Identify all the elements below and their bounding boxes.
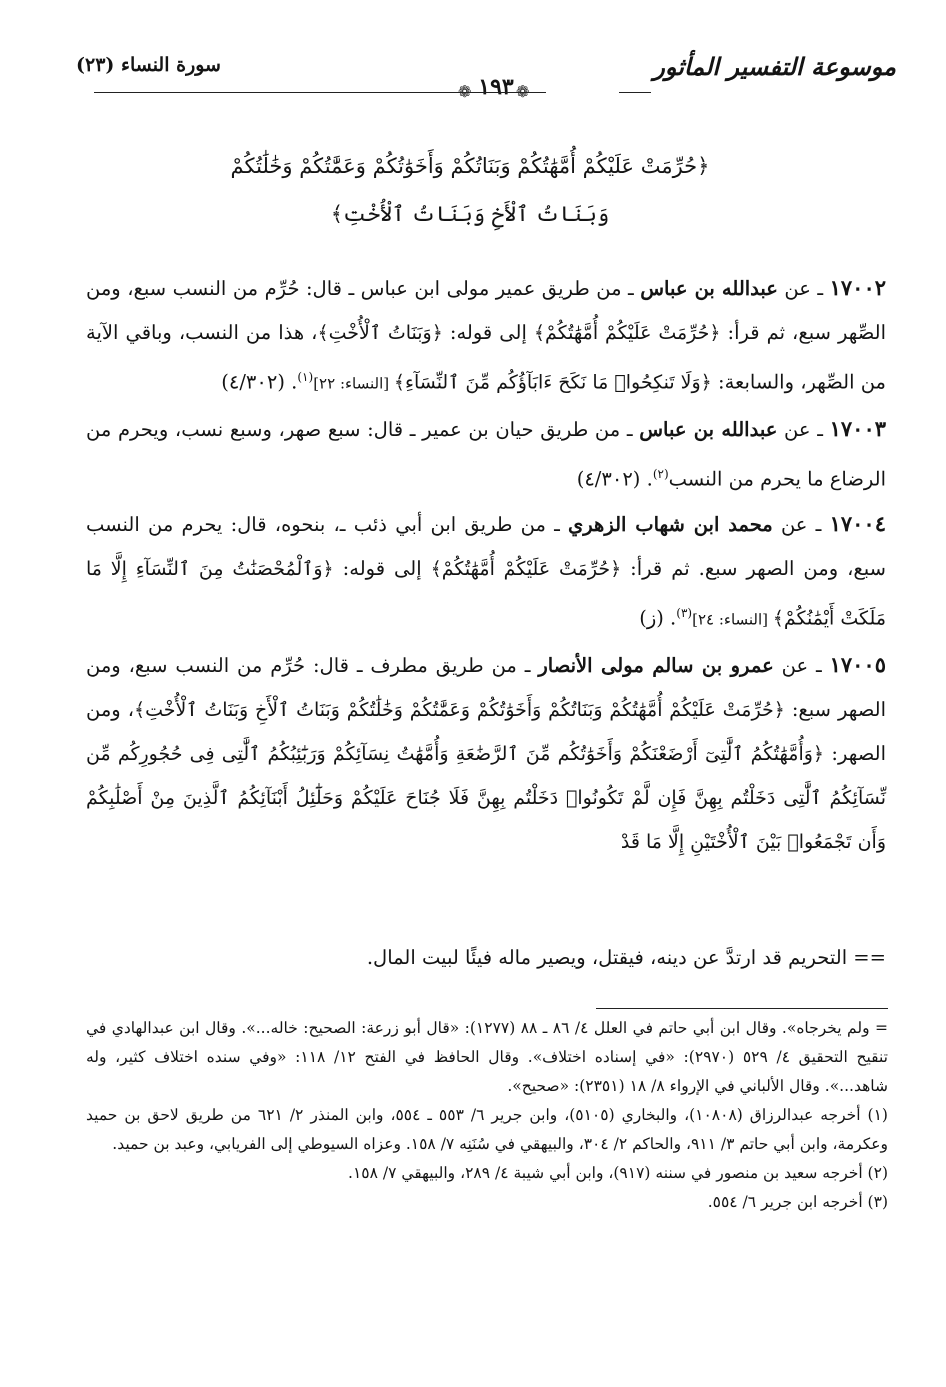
quran-quote: ﴿وَلَا تَنكِحُوا۟ مَا نَكَحَ ءَابَآؤُكُم مِّنَ ٱلنِّسَآءِ﴾ (393, 371, 712, 394)
narration-text: ـ من طريق مطرف ـ قال: حُرِّم من النسب سبع، ومن الصهر سبع: (86, 653, 887, 721)
footnotes (86, 1014, 888, 1217)
footnote: (١) أخرجه عبدالرزاق (١٠٨٠٨)، والبخاري (٥١٠٥)، وابن جرير ٦/ ٥٥٣ ـ ٥٥٤، وابن المنذر ٢/ ٦٢١ من طريق لاحق بن حميد وعكرمة، وابن أبي حاتم ٣/ ٩١١، والحاكم ٢/ ٣٠٤، والبيهقي في سُنَنِه ٧/ ١٥٨. وعزاه السيوطي إلى الفريابي، وعبد بن حميد. (86, 1106, 888, 1153)
quran-quote: ﴿حُرِّمَتْ عَلَيْكُمْ أُمَّهَٰتُكُمْ﴾ (430, 558, 622, 580)
narration-text: ـ من طريق عمير مولى ابن عباس ـ قال: حُرِّم من النسب سبع، ومن الصِّهر سبع، ثم قرأ: (86, 277, 886, 344)
narrator-name: عبدالله بن عباس (639, 417, 778, 441)
verse-line: وَبَنَاتُ ٱلْأَخِ وَبَنَاتُ ٱلْأُخْتِ﴾ (330, 202, 610, 226)
verse-reference: [النساء: ٢٤] (692, 610, 773, 629)
narration-number: ١٧٠٠٥ (829, 651, 886, 677)
narration: ١٧٠٠٥ ـ عن عمرو بن سالم مولى الأنصار ـ من طريق مطرف ـ قال: حُرِّم من النسب سبع، ومن الصهر سبع: ﴿حُرِّمَتْ عَلَيْكُمْ أُمَّهَٰتُكُمْ وَبَنَاتُكُمْ وَأَخَوَٰتُكُمْ وَعَمَّٰتُكُمْ وَخَٰلَٰتُكُمْ وَبَنَاتُ ٱلْأَخِ وَبَنَاتُ ٱلْأُخْتِ﴾، ومن الصهر: ﴿وَأُمَّهَٰتُكُمُ ٱلَّٰتِىٓ أَرْضَعْنَكُمْ وَأَخَوَٰتُكُم مِّنَ ٱلرَّضَٰعَةِ وَأُمَّهَٰتُ نِسَآئِكُمْ وَرَبَٰٓئِبُكُمُ ٱلَّٰتِى فِى حُجُورِكُم مِّن نِّسَآئِكُمُ ٱلَّٰتِى دَخَلْتُم بِهِنَّ فَإِن لَّمْ تَكُونُوا۟ دَخَلْتُم بِهِنَّ فَلَا جُنَاحَ عَلَيْكُمْ وَحَلَٰٓئِلُ أَبْنَآئِكُمُ ٱلَّذِينَ مِنْ أَصْلَٰبِكُمْ وَأَن تَجْمَعُوا۟ بَيْنَ ٱلْأُخْتَيْنِ إِلَّا مَا قَدْ (86, 651, 887, 853)
quran-quote: ﴿وَأُمَّهَٰتُكُمُ ٱلَّٰتِىٓ أَرْضَعْنَكُمْ وَأَخَوَٰتُكُم مِّنَ ٱلرَّضَٰعَةِ وَأُمَّهَٰتُ نِسَآئِكُمْ وَرَبَٰٓئِبُكُمُ ٱلَّٰتِى فِى حُجُورِكُم مِّن نِّسَآئِكُمُ ٱلَّٰتِى دَخَلْتُم بِهِنَّ فَإِن لَّمْ تَكُونُوا۟ دَخَلْتُم بِهِنَّ فَلَا جُنَاحَ عَلَيْكُمْ وَحَلَٰٓئِلُ أَبْنَآئِكُمُ ٱلَّذِينَ مِنْ أَصْلَٰبِكُمْ وَأَن تَجْمَعُوا۟ بَيْنَ ٱلْأُخْتَيْنِ إِلَّا مَا قَدْ (86, 742, 886, 853)
footnote: (٣) أخرجه ابن جرير ٦/ ٥٥٤. (707, 1193, 888, 1211)
page-header (76, 44, 896, 104)
narrations (86, 266, 886, 865)
header-rule-left (94, 92, 546, 93)
narrator-name: عبدالله بن عباس (640, 277, 778, 300)
narration: ١٧٠٠٣ ـ عن عبدالله بن عباس ـ من طريق حيان بن عمير ـ قال: سبع صهر، وسبع نسب، ويحرم من الرضاع ما يحرم من النسب$^{(٢)}$. (٤/٣٠٢) (86, 415, 887, 490)
footnote-separator (596, 1008, 888, 1009)
ornament-icon: ❁ (458, 82, 472, 101)
footnote-marker: (٣) (676, 606, 693, 620)
verse-reference: [النساء: ٢٢] (313, 374, 394, 393)
narration: ١٧٠٠٢ ـ عن عبدالله بن عباس ـ من طريق عمير مولى ابن عباس ـ قال: حُرِّم من النسب سبع، ومن الصِّهر سبع، ثم قرأ: ﴿حُرِّمَتْ عَلَيْكُمْ أُمَّهَٰتُكُمْ﴾ إلى قوله: ﴿وَبَنَاتُ ٱلْأُخْتِ﴾، هذا من النسب، وباقي الآية من الصِّهر، والسابعة: ﴿وَلَا تَنكِحُوا۟ مَا نَكَحَ ءَابَآؤُكُم مِّنَ ٱلنِّسَآءِ﴾ [النساء: ٢٢]$^{(١)}$. (٤/٣٠٢) (86, 275, 887, 394)
continuation-text: == التحريم قد ارتدَّ عن دينه، فيقتل، ويصير ماله فيئًا لبيت المال. (366, 946, 886, 969)
quran-quote: ﴿وَٱلْمُحْصَنَٰتُ مِنَ ٱلنِّسَآءِ إِلَّا مَا مَلَكَتْ أَيْمَٰنُكُمْ﴾ (86, 558, 886, 630)
narrator-name: عمرو بن سالم مولى الأنصار (538, 653, 774, 677)
surah-title: سورة النساء (٢٣) (76, 54, 221, 76)
ornament-icon: ❁ (516, 82, 530, 101)
narration: ١٧٠٠٤ ـ عن محمد ابن شهاب الزهري ـ من طريق ابن أبي ذئب ـ، بنحوه، قال: يحرم من النسب سبع، ومن الصهر سبع. ثم قرأ: ﴿حُرِّمَتْ عَلَيْكُمْ أُمَّهَٰتُكُمْ﴾ إلى قوله: ﴿وَٱلْمُحْصَنَٰتُ مِنَ ٱلنِّسَآءِ إِلَّا مَا مَلَكَتْ أَيْمَٰنُكُمْ﴾ [النساء: ٢٤]$^{(٣)}$. (ز) (86, 511, 886, 630)
footnote: = ولم يخرجاه». وقال ابن أبي حاتم في العلل ٤/ ٨٦ ـ ٨٨ (١٢٧٧): «قال أبو زرعة: الصحيح: خاله...». وقال ابن عبدالهادي في تنقيح التحقيق ٤/ ٥٢٩ (٢٩٧٠): «في إسناده اختلاف». وقال الحافظ في الفتح ١٢/ ١١٨: «وفي سنده اختلاف كثير، وله شاهد...». وقال الألباني في الإرواء ٨/ ١٨ (٢٣٥١): «صحيح». (86, 1019, 888, 1095)
narration-number: ١٧٠٠٤ (829, 511, 886, 536)
narration-number: ١٧٠٠٣ (829, 415, 887, 441)
narrator-name: محمد ابن شهاب الزهري (568, 513, 773, 536)
footnote-marker: (١) (297, 370, 314, 384)
page-number: ١٩٣ (478, 74, 514, 100)
quran-verse (150, 142, 790, 238)
footnote: (٢) أخرجه سعيد بن منصور في سننه (٩١٧)، وابن أبي شيبة ٤/ ٢٨٩، والبيهقي ٧/ ١٥٨. (348, 1164, 888, 1182)
narration-text: ، ومن الصهر: (86, 697, 886, 765)
volume-reference: . (٤/٣٠٢) (221, 370, 298, 394)
narration-text: ، هذا من النسب، وباقي الآية من الصِّهر، والسابعة: (86, 321, 886, 394)
quran-quote: ﴿وَبَنَاتُ ٱلْأُخْتِ﴾ (317, 322, 443, 344)
narration-number: ١٧٠٠٢ (829, 275, 887, 300)
volume-reference: . (ز) (639, 606, 677, 630)
narration-text: إلى قوله: (442, 321, 534, 344)
narration-text: ـ من طريق حيان بن عمير ـ قال: سبع صهر، وسبع نسب، ويحرم من الرضاع ما يحرم من النسب (86, 417, 886, 490)
narration-text: ـ من طريق ابن أبي ذئب ـ، بنحوه، قال: يحرم من النسب سبع، ومن الصهر سبع. ثم قرأ: (86, 513, 886, 580)
narration-text: إلى قوله: (333, 557, 431, 580)
quran-quote: ﴿حُرِّمَتْ عَلَيْكُمْ أُمَّهَٰتُكُمْ﴾ (533, 322, 721, 344)
quran-quote: ﴿حُرِّمَتْ عَلَيْكُمْ أُمَّهَٰتُكُمْ وَبَنَاتُكُمْ وَأَخَوَٰتُكُمْ وَعَمَّٰتُكُمْ وَخَٰلَٰتُكُمْ وَبَنَاتُ ٱلْأَخِ وَبَنَاتُ ٱلْأُخْتِ﴾ (134, 698, 785, 721)
header-rule-right (619, 92, 651, 93)
book-title: موسوعة التفسير المأثور (653, 52, 896, 81)
volume-reference: . (٤/٣٠٢) (576, 467, 653, 490)
footnote-marker: (٢) (652, 466, 669, 481)
verse-line: ﴿حُرِّمَتْ عَلَيْكُمْ أُمَّهَٰتُكُمْ وَبَنَاتُكُمْ وَأَخَوَٰتُكُمْ وَعَمَّٰتُكُمْ وَخَٰلَٰتُكُمْ (230, 154, 710, 178)
